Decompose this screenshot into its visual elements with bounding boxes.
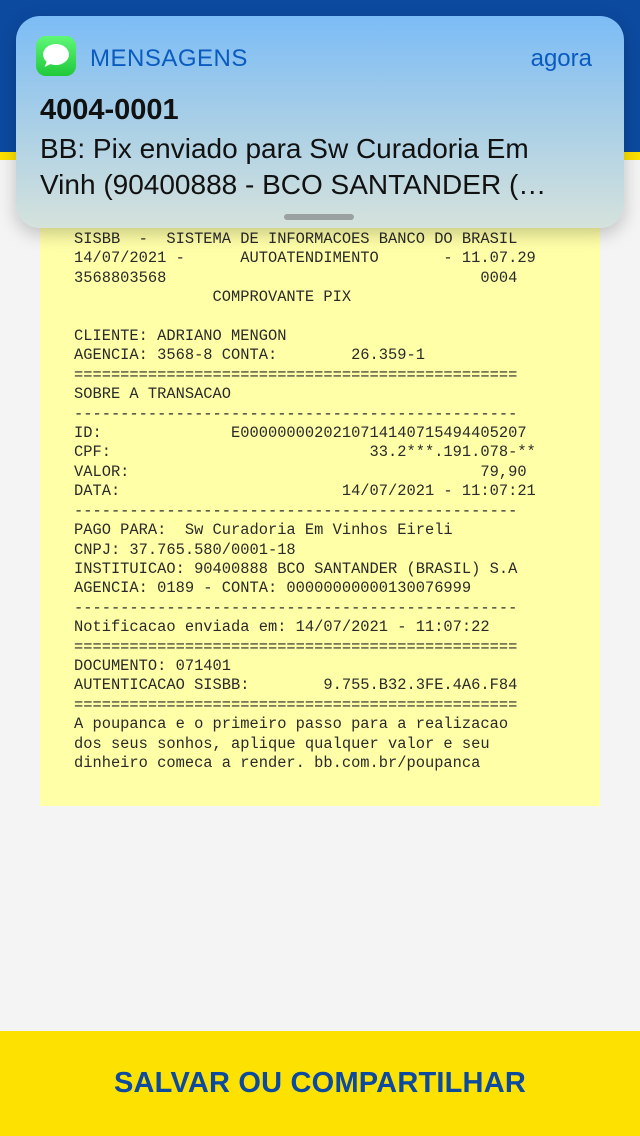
notification-sender: 4004-0001 xyxy=(40,94,179,126)
save-share-label: SALVAR OU COMPARTILHAR xyxy=(114,1067,526,1099)
messages-icon xyxy=(36,36,76,76)
notification-app-name: MENSAGENS xyxy=(90,45,248,72)
notification-grabber[interactable] xyxy=(284,214,354,220)
pix-receipt xyxy=(40,160,600,806)
message-notification[interactable] xyxy=(16,16,624,228)
save-share-button[interactable] xyxy=(0,1031,640,1136)
notification-message-line-1: BB: Pix enviado para Sw Curadoria Em xyxy=(40,133,529,164)
notification-message-line-2: Vinh (90400888 - BCO SANTANDER (… xyxy=(40,169,547,200)
receipt-text: SISBB - SISTEMA DE INFORMACOES BANCO DO BRASIL 14/07/2021 - AUTOATENDIMENTO - 11.07.29 3568803568 0004 COMPROVANTE PIX CLIENTE: ADRIANO MENGON AGENCIA: 3568-8 CONTA: 26.359-1 ================================================ SOBRE A TRANSACAO ------------------------------------------------ ID: E00000000202107141407154944052​07 CPF: 33.2***.191.078-** VALOR: 79,90 DATA: 14/07/2021 - 11:07:21 ------------------------------------------------ PAGO PARA: Sw Curadoria Em Vinhos Eireli CNPJ: 37.765.580/0001-18 INSTITUICAO: 90400888 BCO SANTANDER (BRASIL) S.A AGENCIA: 0189 - CONTA: 00000000000130076999 ------------------------------------------------ Notificacao enviada em: 14/07/2021 - 11:07:22 ================================================ DOCUMENTO: 071401 AUTENTICACAO SISBB: 9.755.B32.3FE.4A6.F84 ================================================ A poupanca e o primeiro passo para a realizacao dos seus sonhos, aplique qualquer valor e seu dinheiro comeca a render. bb.com.br/poupanca xyxy=(74,230,536,772)
notification-time: agora xyxy=(530,45,592,72)
